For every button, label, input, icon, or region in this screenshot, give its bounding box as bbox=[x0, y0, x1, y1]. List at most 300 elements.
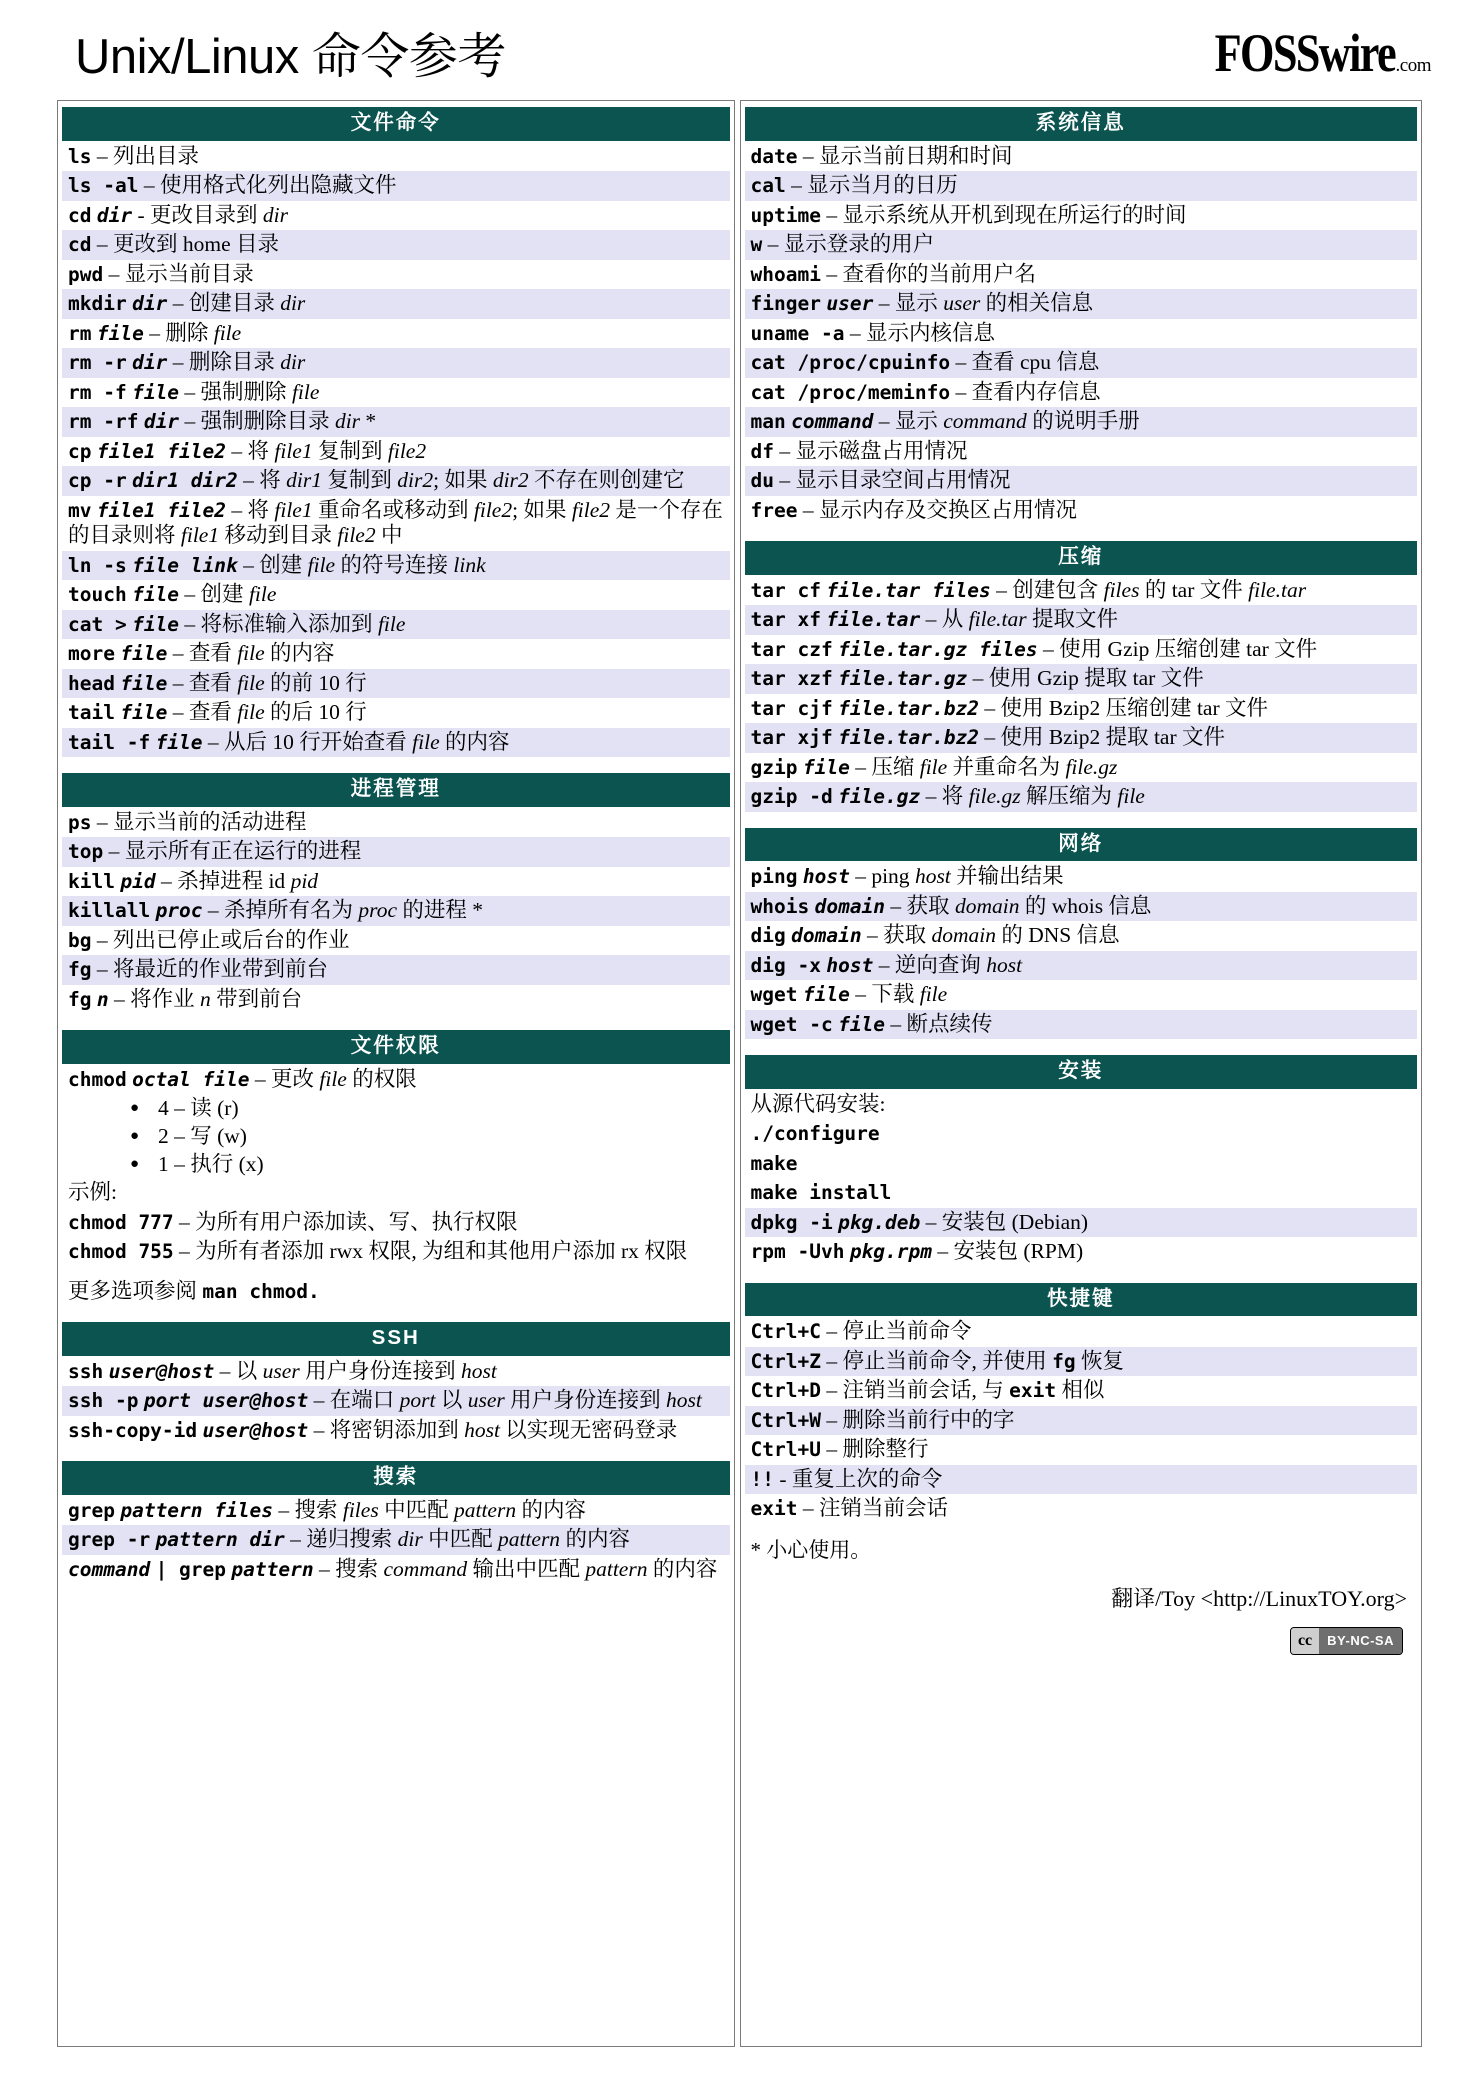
command-row bbox=[745, 1406, 1417, 1436]
section-spacer bbox=[745, 525, 1417, 541]
section-heading-compression: 压缩 bbox=[745, 541, 1417, 575]
command-name: tar czf bbox=[750, 637, 833, 661]
command-name: cat /proc/cpuinfo bbox=[750, 351, 951, 374]
command-description: – 为所有用户添加读、写、执行权限 bbox=[179, 1209, 518, 1234]
command-arg: pattern files bbox=[120, 1498, 273, 1522]
command-description: – 删除整行 bbox=[826, 1437, 929, 1461]
command-arg: dir1 dir2 bbox=[132, 469, 238, 492]
desc-variable: file bbox=[248, 582, 277, 606]
command-arg: file bbox=[120, 671, 168, 695]
command-description: – 显示当月的日历 bbox=[791, 173, 958, 197]
command-arg: file.tar.gz bbox=[838, 667, 968, 690]
command-row bbox=[745, 437, 1417, 467]
section-spacer bbox=[62, 1445, 730, 1461]
command-row bbox=[745, 753, 1417, 783]
section-heading-file-permissions: 文件权限 bbox=[62, 1030, 730, 1064]
command-description: – 断点续传 bbox=[890, 1011, 993, 1036]
section-heading-process-management: 进程管理 bbox=[62, 773, 730, 807]
command-name: tail -f bbox=[68, 730, 151, 754]
command-arg: host bbox=[802, 865, 850, 888]
section-heading-file-commands: 文件命令 bbox=[62, 107, 730, 141]
command-description: – 查看 cpu 信息 bbox=[955, 350, 1100, 374]
list-item: ● 1 – 执行 (x) bbox=[158, 1150, 730, 1178]
command-row bbox=[745, 496, 1417, 526]
command-row bbox=[745, 782, 1417, 812]
command-row bbox=[745, 694, 1417, 724]
command-name: dig -x bbox=[750, 953, 821, 977]
command-row bbox=[62, 639, 730, 669]
command-name: cd bbox=[68, 203, 92, 227]
command-row bbox=[62, 698, 730, 728]
command-arg: file bbox=[132, 612, 180, 636]
command-name: ping bbox=[750, 865, 798, 888]
command-description: - 更改目录到 dir bbox=[137, 202, 288, 227]
list-item: ● 2 – 写 (w) bbox=[158, 1122, 730, 1150]
command-description: – 列出已停止或后台的作业 bbox=[96, 927, 350, 952]
command-row bbox=[745, 1347, 1417, 1377]
command-description: – 显示内核信息 bbox=[849, 320, 995, 345]
command-description: – 下载 file bbox=[855, 982, 948, 1006]
command-description: – 查看 file 的内容 bbox=[172, 641, 335, 665]
command-row bbox=[62, 201, 730, 231]
command-description: – 将标准输入添加到 file bbox=[184, 611, 406, 636]
command-row bbox=[745, 289, 1417, 319]
command-arg: file1 file2 bbox=[96, 439, 226, 463]
command-description: – 为所有者添加 rwx 权限, 为组和其他用户添加 rx 权限 bbox=[179, 1239, 688, 1263]
command-name: cat /proc/meminfo bbox=[750, 380, 951, 404]
command-arg: file bbox=[120, 642, 168, 665]
command-row bbox=[62, 955, 730, 985]
command-row bbox=[62, 728, 730, 758]
command-row bbox=[62, 610, 730, 640]
command-name: tar xjf bbox=[750, 726, 833, 749]
command-name: gzip -d bbox=[750, 785, 833, 808]
command-row bbox=[62, 260, 730, 290]
command-arg: octal file bbox=[132, 1067, 250, 1091]
command-row bbox=[745, 260, 1417, 290]
command-name: free bbox=[750, 498, 798, 522]
command-row bbox=[62, 142, 730, 172]
command-name: kill bbox=[68, 869, 115, 893]
command-name: tar xf bbox=[750, 608, 821, 631]
brand-name: FOSSwire bbox=[1214, 23, 1395, 83]
command-description: – 显示当前目录 bbox=[108, 261, 254, 286]
command-arg: file.tar.bz2 bbox=[838, 726, 979, 749]
command-name: fg bbox=[68, 987, 92, 1011]
install-step: make bbox=[745, 1149, 1417, 1179]
command-arg: command bbox=[68, 1557, 151, 1581]
command-name: | grep bbox=[155, 1557, 227, 1581]
command-arg: proc bbox=[155, 899, 203, 922]
desc-variable: dir bbox=[280, 350, 306, 374]
command-row bbox=[745, 605, 1417, 635]
command-name: date bbox=[750, 144, 798, 168]
command-name: !! bbox=[750, 1467, 774, 1491]
command-description: – 以 user 用户身份连接到 host bbox=[219, 1358, 497, 1383]
section-spacer bbox=[745, 812, 1417, 828]
command-name: Ctrl+C bbox=[750, 1320, 821, 1343]
command-name: dpkg -i bbox=[750, 1210, 833, 1234]
cc-license-terms: BY-NC-SA bbox=[1319, 1628, 1402, 1654]
command-row bbox=[745, 348, 1417, 378]
command-description: – 将最近的作业带到前台 bbox=[96, 957, 328, 981]
command-description: – 创建目录 dir bbox=[172, 291, 306, 315]
command-description: – 使用 Bzip2 压缩创建 tar 文件 bbox=[984, 695, 1269, 720]
command-description: – 将 file1 复制到 file2 bbox=[231, 438, 427, 463]
command-description: – 注销当前会话 bbox=[802, 1496, 948, 1520]
command-name: ssh-copy-id bbox=[68, 1418, 198, 1442]
command-description: - 重复上次的命令 bbox=[779, 1466, 943, 1491]
command-row bbox=[745, 1435, 1417, 1465]
command-description: – 使用格式化列出隐藏文件 bbox=[143, 173, 397, 197]
command-name: cp -r bbox=[68, 469, 127, 492]
command-row bbox=[745, 664, 1417, 694]
section-spacer bbox=[745, 1267, 1417, 1283]
section-heading-shortcuts: 快捷键 bbox=[745, 1283, 1417, 1317]
command-description: – 获取 domain 的 whois 信息 bbox=[890, 893, 1152, 918]
command-name: tar cjf bbox=[750, 696, 833, 720]
command-arg: port user@host bbox=[143, 1389, 309, 1412]
fosswire-logo bbox=[1175, 23, 1431, 98]
command-row bbox=[745, 319, 1417, 349]
command-row bbox=[62, 348, 730, 378]
command-row bbox=[745, 862, 1417, 892]
command-arg: file bbox=[132, 380, 180, 404]
install-step: ./configure bbox=[745, 1119, 1417, 1149]
command-row bbox=[62, 496, 730, 551]
right-column bbox=[740, 100, 1422, 2047]
command-description: – 显示磁盘占用情况 bbox=[779, 438, 968, 463]
command-name: ps bbox=[68, 810, 92, 834]
command-name: killall bbox=[68, 899, 151, 922]
desc-variable: file bbox=[919, 982, 948, 1006]
command-arg: file.tar files bbox=[826, 578, 991, 602]
command-name: w bbox=[750, 233, 763, 256]
command-arg: dir bbox=[143, 410, 180, 433]
command-description: – 将作业 n 带到前台 bbox=[113, 986, 303, 1011]
command-row bbox=[745, 171, 1417, 201]
command-description: – 从 file.tar 提取文件 bbox=[925, 607, 1118, 631]
command-arg: file bbox=[132, 583, 180, 606]
command-description: – 递归搜索 dir 中匹配 pattern 的内容 bbox=[290, 1527, 630, 1551]
desc-variable: dir bbox=[262, 202, 288, 227]
command-arg: n bbox=[96, 987, 109, 1011]
command-description: – 显示目录空间占用情况 bbox=[779, 468, 1011, 492]
section-heading-network: 网络 bbox=[745, 828, 1417, 862]
command-arg: user bbox=[826, 292, 874, 315]
command-arg: pattern dir bbox=[155, 1528, 285, 1551]
command-name: whois bbox=[750, 894, 810, 918]
command-name: ssh bbox=[68, 1359, 104, 1383]
command-row bbox=[62, 289, 730, 319]
command-row bbox=[62, 230, 730, 260]
command-row bbox=[62, 319, 730, 349]
command-name: ssh -p bbox=[68, 1389, 139, 1412]
command-description: – ping host 并输出结果 bbox=[855, 864, 1064, 888]
command-name: chmod 777 bbox=[68, 1210, 174, 1234]
command-arg: dir bbox=[96, 203, 133, 227]
command-description: – 更改到 home 目录 bbox=[96, 232, 280, 256]
command-description: – 强制删除目录 dir * bbox=[184, 409, 377, 433]
command-description: – 显示内存及交换区占用情况 bbox=[802, 497, 1077, 522]
command-arg: file bbox=[838, 1012, 886, 1036]
command-name: rm -f bbox=[68, 380, 127, 404]
command-row bbox=[745, 576, 1417, 606]
command-name: cd bbox=[68, 233, 92, 256]
command-arg: domain bbox=[814, 894, 886, 918]
command-row bbox=[745, 1237, 1417, 1267]
command-name: fg bbox=[68, 958, 92, 981]
command-row bbox=[62, 171, 730, 201]
command-row bbox=[62, 867, 730, 897]
command-arg: user@host bbox=[202, 1418, 309, 1442]
command-name: chmod bbox=[68, 1067, 127, 1091]
command-description: – 安装包 (RPM) bbox=[937, 1239, 1084, 1263]
command-arg: file.tar.bz2 bbox=[838, 696, 979, 720]
command-name: cat > bbox=[68, 612, 127, 636]
command-row bbox=[745, 921, 1417, 951]
command-name: uptime bbox=[750, 203, 821, 227]
command-row bbox=[62, 580, 730, 610]
command-name: man bbox=[750, 410, 786, 433]
command-arg: file.tar.gz files bbox=[838, 637, 1038, 661]
install-from-source-label: 从源代码安装: bbox=[745, 1090, 1417, 1120]
command-arg: dir bbox=[132, 292, 168, 315]
chmod-example bbox=[62, 1237, 730, 1267]
command-row bbox=[62, 1416, 730, 1446]
command-name: rm bbox=[68, 321, 92, 345]
command-description: – 停止当前命令, 并使用 fg 恢复 bbox=[826, 1348, 1124, 1373]
command-name: Ctrl+W bbox=[750, 1408, 821, 1432]
section-spacer bbox=[62, 757, 730, 773]
command-name: rm -rf bbox=[68, 410, 139, 433]
command-row bbox=[745, 1208, 1417, 1238]
command-name: rpm -Uvh bbox=[750, 1240, 845, 1263]
command-arg: pkg.deb bbox=[838, 1210, 921, 1234]
command-description: – 安装包 (Debian) bbox=[925, 1209, 1089, 1234]
command-name: bg bbox=[68, 928, 92, 952]
command-row bbox=[62, 1065, 730, 1095]
command-description: – 将 file.gz 解压缩为 file bbox=[925, 784, 1145, 808]
command-description: – 强制删除 file bbox=[184, 379, 320, 404]
command-name: ls -al bbox=[68, 174, 139, 197]
desc-variable: dir bbox=[280, 291, 306, 315]
command-arg: pkg.rpm bbox=[849, 1240, 932, 1263]
command-description: – 查看 file 的前 10 行 bbox=[172, 670, 367, 695]
command-name: Ctrl+U bbox=[750, 1438, 821, 1461]
command-description: – 显示当前的活动进程 bbox=[96, 809, 307, 834]
command-name: exit bbox=[750, 1497, 798, 1520]
command-description: – 显示 command 的说明手册 bbox=[878, 409, 1140, 433]
command-name: cal bbox=[750, 174, 786, 197]
command-row bbox=[745, 1465, 1417, 1495]
command-row bbox=[745, 1317, 1417, 1347]
command-description: – 注销当前会话, 与 exit 相似 bbox=[826, 1378, 1105, 1402]
command-name: grep bbox=[68, 1498, 115, 1522]
command-description: – 将密钥添加到 host 以实现无密码登录 bbox=[313, 1417, 678, 1442]
asterisk-note: * 小心使用。 bbox=[750, 1537, 872, 1562]
command-row bbox=[62, 466, 730, 496]
command-name: tail bbox=[68, 701, 115, 724]
command-description: – 显示系统从开机到现在所运行的时间 bbox=[826, 202, 1187, 227]
install-step: make install bbox=[745, 1178, 1417, 1208]
command-description: – 从后 10 行开始查看 file 的内容 bbox=[207, 729, 510, 754]
desc-variable: dir bbox=[334, 409, 361, 433]
command-arg: pattern bbox=[231, 1557, 314, 1581]
command-name: wget bbox=[750, 983, 798, 1006]
command-row bbox=[745, 407, 1417, 437]
command-name: tar cf bbox=[750, 578, 821, 602]
command-row bbox=[745, 635, 1417, 665]
chmod-example bbox=[62, 1208, 730, 1238]
command-row bbox=[745, 230, 1417, 260]
command-row bbox=[745, 723, 1417, 753]
command-description: – 杀掉所有名为 proc 的进程 * bbox=[207, 898, 484, 922]
command-name: whoami bbox=[750, 262, 821, 286]
cc-license-badge[interactable] bbox=[1290, 1627, 1403, 1655]
command-description: – 使用 Bzip2 提取 tar 文件 bbox=[984, 725, 1226, 749]
command-description: – 使用 Gzip 提取 tar 文件 bbox=[972, 666, 1204, 690]
command-description: – 压缩 file 并重命名为 file.gz bbox=[855, 754, 1118, 779]
command-row bbox=[62, 378, 730, 408]
command-description: – 查看内存信息 bbox=[955, 379, 1101, 404]
command-description: – 查看 file 的后 10 行 bbox=[172, 700, 367, 724]
command-name: ls bbox=[68, 144, 92, 168]
command-name: ln -s bbox=[68, 553, 127, 577]
command-name: gzip bbox=[750, 755, 798, 779]
command-row bbox=[62, 669, 730, 699]
command-description: – 搜索 command 输出中匹配 pattern 的内容 bbox=[318, 1556, 718, 1581]
command-description: – 显示 user 的相关信息 bbox=[878, 291, 1094, 315]
command-row bbox=[62, 551, 730, 581]
command-row bbox=[745, 201, 1417, 231]
command-description: – 使用 Gzip 压缩创建 tar 文件 bbox=[1043, 636, 1318, 661]
command-arg: file bbox=[802, 755, 850, 779]
command-name: head bbox=[68, 671, 115, 695]
command-row bbox=[745, 951, 1417, 981]
command-description: – 将 dir1 复制到 dir2; 如果 dir2 不存在则创建它 bbox=[243, 468, 685, 492]
command-arg: user@host bbox=[108, 1359, 215, 1383]
section-spacer bbox=[62, 1306, 730, 1322]
command-name: cp bbox=[68, 439, 92, 463]
translation-credit: 翻译/Toy <http://LinuxTOY.org> bbox=[1111, 1585, 1407, 1611]
section-heading-system-information: 系统信息 bbox=[745, 107, 1417, 141]
command-name: more bbox=[68, 642, 115, 665]
section-heading-installation: 安装 bbox=[745, 1055, 1417, 1089]
brand-tld: .com bbox=[1395, 55, 1431, 76]
command-description: – 在端口 port 以 user 用户身份连接到 host bbox=[313, 1388, 702, 1412]
command-name: rm -r bbox=[68, 351, 127, 374]
command-arg: file bbox=[802, 983, 850, 1006]
command-row bbox=[745, 1494, 1417, 1524]
command-row bbox=[62, 808, 730, 838]
command-description: – 逆向查询 host bbox=[878, 952, 1023, 977]
command-arg: file bbox=[155, 730, 203, 754]
command-name: top bbox=[68, 840, 104, 863]
page-header bbox=[0, 0, 1479, 98]
cc-icon: cc bbox=[1291, 1628, 1319, 1654]
desc-variable: file bbox=[377, 611, 406, 636]
command-arg: domain bbox=[791, 924, 862, 947]
command-row bbox=[62, 896, 730, 926]
command-description: – 杀掉进程 id pid bbox=[160, 868, 319, 893]
desc-variable: pid bbox=[290, 868, 319, 893]
command-description: – 停止当前命令 bbox=[826, 1319, 972, 1343]
command-row bbox=[62, 1555, 730, 1585]
command-row bbox=[745, 1010, 1417, 1040]
cheatsheet-body bbox=[57, 100, 1422, 2047]
command-row bbox=[62, 985, 730, 1015]
command-name: chmod 755 bbox=[68, 1240, 174, 1263]
command-arg: pid bbox=[120, 869, 156, 893]
command-name: mkdir bbox=[68, 292, 127, 315]
cc-license-badge-wrap bbox=[745, 1613, 1417, 1655]
command-row bbox=[62, 926, 730, 956]
command-name: touch bbox=[68, 583, 127, 606]
command-description: – 删除 file bbox=[149, 320, 242, 345]
list-item: ● 4 – 读 (r) bbox=[158, 1094, 730, 1122]
command-row bbox=[745, 980, 1417, 1010]
command-arg: command bbox=[791, 410, 874, 433]
section-spacer bbox=[745, 1039, 1417, 1055]
command-name: tar xzf bbox=[750, 667, 833, 690]
command-description: – 搜索 files 中匹配 pattern 的内容 bbox=[278, 1497, 586, 1522]
command-description: – 显示所有正在运行的进程 bbox=[108, 839, 362, 863]
command-description: – 删除当前行中的字 bbox=[826, 1407, 1015, 1432]
command-arg: host bbox=[826, 953, 874, 977]
command-description: – 创建包含 files 的 tar 文件 file.tar bbox=[996, 577, 1307, 602]
command-arg: file.tar bbox=[826, 608, 921, 631]
command-arg: file bbox=[120, 701, 168, 724]
command-name: mv bbox=[68, 498, 92, 522]
section-heading-search: 搜索 bbox=[62, 1461, 730, 1495]
desc-variable: file bbox=[213, 320, 242, 345]
command-name: grep -r bbox=[68, 1528, 151, 1551]
command-description: – 删除目录 dir bbox=[172, 350, 306, 374]
command-name: du bbox=[750, 469, 774, 492]
command-arg: dir bbox=[132, 351, 168, 374]
command-arg: file.gz bbox=[838, 785, 921, 808]
command-row bbox=[62, 1386, 730, 1416]
command-row bbox=[62, 407, 730, 437]
command-name: Ctrl+D bbox=[750, 1379, 821, 1402]
example-label: 示例: bbox=[62, 1178, 730, 1208]
command-name: wget -c bbox=[750, 1012, 833, 1036]
command-description: – 查看你的当前用户名 bbox=[826, 261, 1036, 286]
chmod-footnote: 更多选项参阅 man chmod. bbox=[62, 1267, 730, 1307]
page-title: Unix/Linux 命令参考 bbox=[75, 30, 506, 84]
desc-variable: file bbox=[291, 379, 320, 404]
command-name: finger bbox=[750, 292, 821, 315]
command-row bbox=[745, 1376, 1417, 1406]
command-description: – 创建 file bbox=[184, 582, 277, 606]
chmod-octal-list bbox=[62, 1094, 730, 1178]
command-name: uname -a bbox=[750, 321, 845, 345]
command-row bbox=[62, 1525, 730, 1555]
command-name: dig bbox=[750, 924, 786, 947]
command-row bbox=[745, 142, 1417, 172]
command-arg: file bbox=[96, 321, 144, 345]
section-spacer bbox=[62, 1014, 730, 1030]
command-arg: file1 file2 bbox=[96, 498, 226, 522]
command-name: pwd bbox=[68, 262, 104, 286]
command-description: – 更改 file 的权限 bbox=[254, 1066, 417, 1091]
section-heading-ssh: SSH bbox=[62, 1322, 730, 1356]
command-row bbox=[745, 892, 1417, 922]
command-arg: file link bbox=[132, 553, 238, 577]
command-description: – 创建 file 的符号连接 link bbox=[243, 552, 486, 577]
command-description: – 获取 domain 的 DNS 信息 bbox=[866, 923, 1120, 947]
